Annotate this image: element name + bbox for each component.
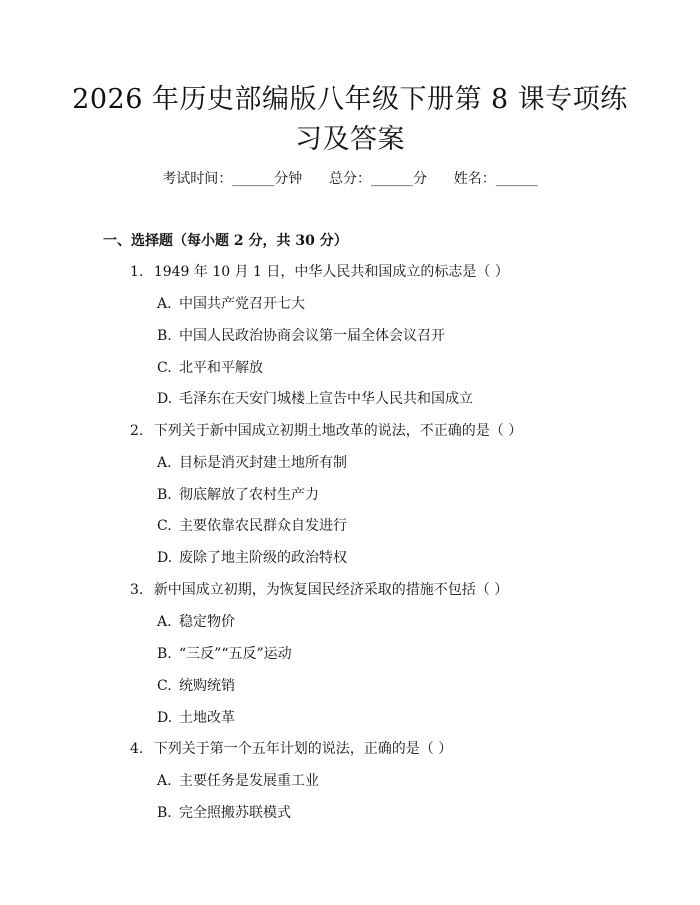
question-4 <box>130 738 452 758</box>
option-text: 废除了地主阶级的政治特权 <box>179 550 347 566</box>
option-4b <box>157 802 291 822</box>
question-text: 新中国成立初期，为恢复国民经济采取的措施不包括（ ） <box>153 582 509 598</box>
option-text: 北平和平解放 <box>179 360 263 376</box>
option-3b <box>157 643 292 663</box>
option-label: B. <box>157 328 172 344</box>
question-text: 下列关于第一个五年计划的说法，正确的是（ ） <box>153 741 453 757</box>
option-label: A. <box>157 455 172 471</box>
option-3a <box>157 611 235 631</box>
option-text: 完全照搬苏联模式 <box>179 805 291 821</box>
option-label: C. <box>157 678 172 694</box>
option-label: C. <box>157 360 172 376</box>
option-2b <box>157 484 319 504</box>
option-4a <box>157 770 319 790</box>
exam-info-line: 考试时间：______分钟 总分：______分 姓名：______ <box>162 171 538 187</box>
option-text: “三反”“五反”运动 <box>179 646 292 662</box>
option-label: D. <box>157 710 173 726</box>
option-2a <box>157 452 347 472</box>
option-text: 主要任务是发展重工业 <box>179 773 319 789</box>
section-heading: 一、选择题（每小题 2 分，共 30 分） <box>103 233 348 249</box>
option-text: 中国人民政治协商会议第一届全体会议召开 <box>179 328 445 344</box>
option-1c <box>157 357 263 377</box>
option-label: A. <box>157 296 172 312</box>
page-title-line2: 习及答案 <box>295 124 405 155</box>
option-label: A. <box>157 773 172 789</box>
question-text: 下列关于新中国成立初期土地改革的说法，不正确的是（ ） <box>153 423 523 439</box>
option-text: 稳定物价 <box>179 614 235 630</box>
question-number: 4. <box>130 741 144 757</box>
question-number: 1. <box>130 264 144 280</box>
option-2c <box>157 515 347 535</box>
option-label: D. <box>157 550 173 566</box>
question-2 <box>130 420 522 440</box>
option-text: 统购统销 <box>179 678 235 694</box>
option-label: B. <box>157 805 172 821</box>
question-1 <box>130 261 509 281</box>
option-text: 中国共产党召开七大 <box>179 296 305 312</box>
question-text: 1949 年 10 月 1 日，中华人民共和国成立的标志是（ ） <box>153 264 509 280</box>
option-text: 目标是消灭封建土地所有制 <box>179 455 347 471</box>
question-3 <box>130 579 508 599</box>
option-text: 土地改革 <box>179 710 235 726</box>
question-number: 3. <box>130 582 144 598</box>
option-text: 彻底解放了农村生产力 <box>179 487 319 503</box>
option-text: 主要依靠农民群众自发进行 <box>179 518 347 534</box>
page-title-line1: 2026 年历史部编版八年级下册第 8 课专项练 <box>72 84 628 115</box>
option-1a <box>157 293 305 313</box>
option-label: C. <box>157 518 172 534</box>
option-2d <box>157 547 347 567</box>
option-label: B. <box>157 487 172 503</box>
option-1b <box>157 325 445 345</box>
option-3c <box>157 675 235 695</box>
option-label: B. <box>157 646 172 662</box>
option-label: A. <box>157 614 172 630</box>
option-1d <box>157 388 473 408</box>
option-text: 毛泽东在天安门城楼上宣告中华人民共和国成立 <box>179 391 473 407</box>
question-number: 2. <box>130 423 144 439</box>
option-3d <box>157 707 235 727</box>
option-label: D. <box>157 391 173 407</box>
